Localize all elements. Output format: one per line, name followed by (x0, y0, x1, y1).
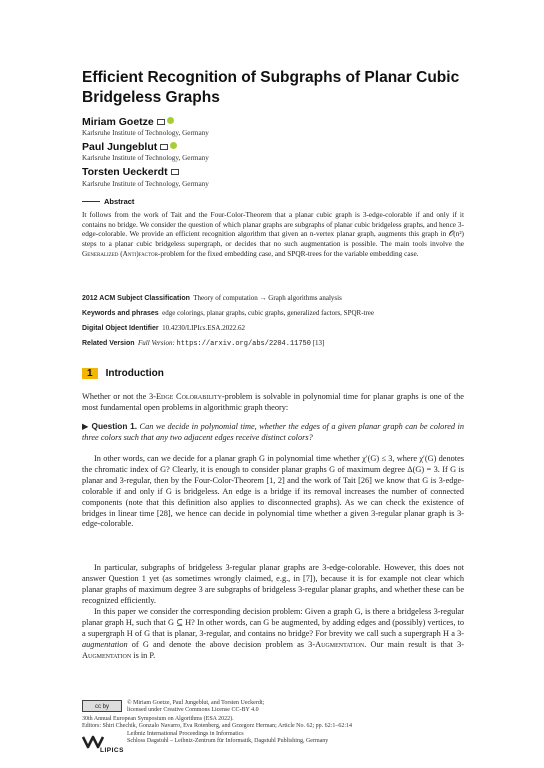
abstract-text-smallcaps: Generalized (Anti)factor (82, 248, 158, 258)
question-1 (82, 421, 464, 444)
footer-copyright: © Miriam Goetze, Paul Jungeblut, and Torsten Ueckerdt; (127, 700, 265, 706)
doi-line (82, 324, 464, 334)
author-name-text: Miriam Goetze (82, 116, 154, 128)
footer-series: Leibniz International Proceedings in Informatics (127, 731, 244, 737)
keywords-label: Keywords and phrases (82, 310, 159, 317)
related-kind: Full Version: (138, 339, 175, 347)
lipics-wordmark: LIPICS (100, 747, 124, 754)
email-icon[interactable] (171, 169, 179, 175)
ccs-line (82, 294, 464, 304)
author-affiliation-2: Karlsruhe Institute of Technology, Germany (82, 154, 209, 162)
question-marker: ▶ (82, 421, 92, 431)
related-citation[interactable]: [13] (312, 339, 325, 347)
text-emphasis: augmentation (82, 639, 128, 649)
abstract-rule (82, 201, 100, 202)
question-label: Question 1. (91, 421, 138, 431)
abstract-heading-text: Abstract (104, 197, 135, 206)
intro-paragraph-1 (82, 392, 464, 414)
section-heading (82, 368, 164, 379)
intro-paragraph-4 (82, 607, 464, 662)
intro-paragraph-3: In particular, subgraphs of bridgeless 3-regular planar graphs are 3-edge-colorable. However, this does not answer Question 1 yet (as sometimes wrongly claimed, e.g., in [7]), because it is for example not clear which planar graphs of maximum degree 3 are subgraphs of bridgeless 3-regular planar graphs, and whether these can be recognized efficiently. (82, 563, 464, 605)
author-affiliation-1: Karlsruhe Institute of Technology, Germany (82, 129, 209, 137)
doi-link[interactable]: 10.4230/LIPIcs.ESA.2022.62 (162, 324, 245, 332)
text-part: -problem is solvable in polynomial time for planar graphs is one of the most fundamental open problems in algorithmic graph theory: (82, 392, 464, 412)
abstract-text-part: -problem for the fixed embedding case, and SPQR-trees for the variable embedding case. (157, 248, 419, 258)
footer-editors: Editors: Shiri Chechik, Gonzalo Navarro, Eva Rotenberg, and Grzegorz Herman; Article No. 62; pp. 62:1–62:14 (82, 723, 352, 729)
footer-publisher: Schloss Dagstuhl – Leibniz-Zentrum für Informatik, Dagstuhl Publishing, Germany (127, 738, 329, 744)
question-text: Can we decide in polynomial time, whether the edges of a given planar graph can be colored in three colors such that any two adjacent edges receive distinct colors? (82, 422, 464, 442)
ccs-label: 2012 ACM Subject Classification (82, 295, 190, 302)
email-icon[interactable] (160, 144, 168, 150)
related-version-line (82, 339, 464, 350)
section-title: Introduction (105, 368, 164, 379)
author-name-2 (82, 141, 177, 153)
intro-paragraph-2: In other words, can we decide for a planar graph G in polynomial time whether χ′(G) ≤ 3, where χ′(G) denotes the chromatic index of G? Clearly, it is enough to consider planar graphs G of maximum degree Δ(G) = 3. If G is planar and 3-regular, then by the Four-Color-Theorem [1, 2] and the work of Tait [26] we know that G is 3-edge-colorable if and only if G is bridgeless. An edge is a bridge if its removal increases the number of connected components (note that this definition also applies to disconnected graphs). As we can check the existence of bridges in linear time [28], we hence can decide in polynomial time whether a given 3-regular planar graph is 3-edge-colorable. (82, 454, 464, 529)
related-label: Related Version (82, 340, 135, 347)
cc-license-badge[interactable]: cc by (82, 700, 122, 712)
abstract-heading (82, 197, 134, 206)
text-part: of G and denote the above decision problem as 3- (127, 639, 316, 649)
text-part: . Our main result is that 3- (364, 639, 464, 649)
author-name-1 (82, 116, 174, 128)
text-part: is in P. (131, 650, 156, 660)
footer-venue: 30th Annual European Symposium on Algorithms (ESA 2022). (82, 716, 234, 722)
author-name-3 (82, 166, 179, 178)
ccs-value: Theory of computation → Graph algorithms analysis (193, 294, 342, 302)
text-smallcaps: Edge Colorability (155, 392, 222, 401)
text-smallcaps: Augmentation (82, 650, 132, 660)
related-url-link[interactable]: https://arxiv.org/abs/2204.11750 (176, 340, 311, 348)
text-smallcaps: Augmentation (315, 639, 365, 649)
orcid-icon[interactable] (167, 117, 174, 124)
author-name-text: Paul Jungeblut (82, 141, 158, 153)
section-number: 1 (82, 368, 98, 379)
keywords-line (82, 309, 464, 319)
paper-title: Efficient Recognition of Subgraphs of Planar Cubic Bridgeless Graphs (82, 69, 460, 106)
email-icon[interactable] (157, 119, 165, 125)
abstract-text-part: It follows from the work of Tait and the Four-Color-Theorem that a planar cubic graph is 3-edge-colorable if and only if it contains no bridge. We consider the question of which planar graphs are subgraphs of planar cubic bridgeless graphs, and hence 3-edge-colorable. We provide an efficient recognition algorithm that given an n-vertex planar graph, augments this graph in 𝒪(n²) steps to a planar cubic bridgeless supergraph, or decides that no such augmentation is possible. The main tools involve the (82, 210, 464, 249)
author-name-text: Torsten Ueckerdt (82, 166, 168, 178)
text-part: Whether or not the 3- (82, 392, 156, 401)
author-affiliation-3: Karlsruhe Institute of Technology, Germany (82, 180, 209, 188)
footer-license: licensed under Creative Commons License CC-BY 4.0 (127, 707, 259, 713)
orcid-icon[interactable] (170, 142, 177, 149)
doi-label: Digital Object Identifier (82, 325, 159, 332)
keywords-value: edge colorings, planar graphs, cubic graphs, generalized factors, SPQR-tree (162, 309, 375, 317)
text-part: In this paper we consider the corresponding decision problem: Given a graph G, is there a bridgeless 3-regular planar graph H, such that G ⊆ H? In other words, can G be augmented, by adding edges and (possibly) vertices, to a supergraph H of G that is planar, 3-regular, and contains no bridge? For brevity we call such a supergraph H a 3- (82, 607, 464, 638)
abstract-text (82, 210, 464, 259)
